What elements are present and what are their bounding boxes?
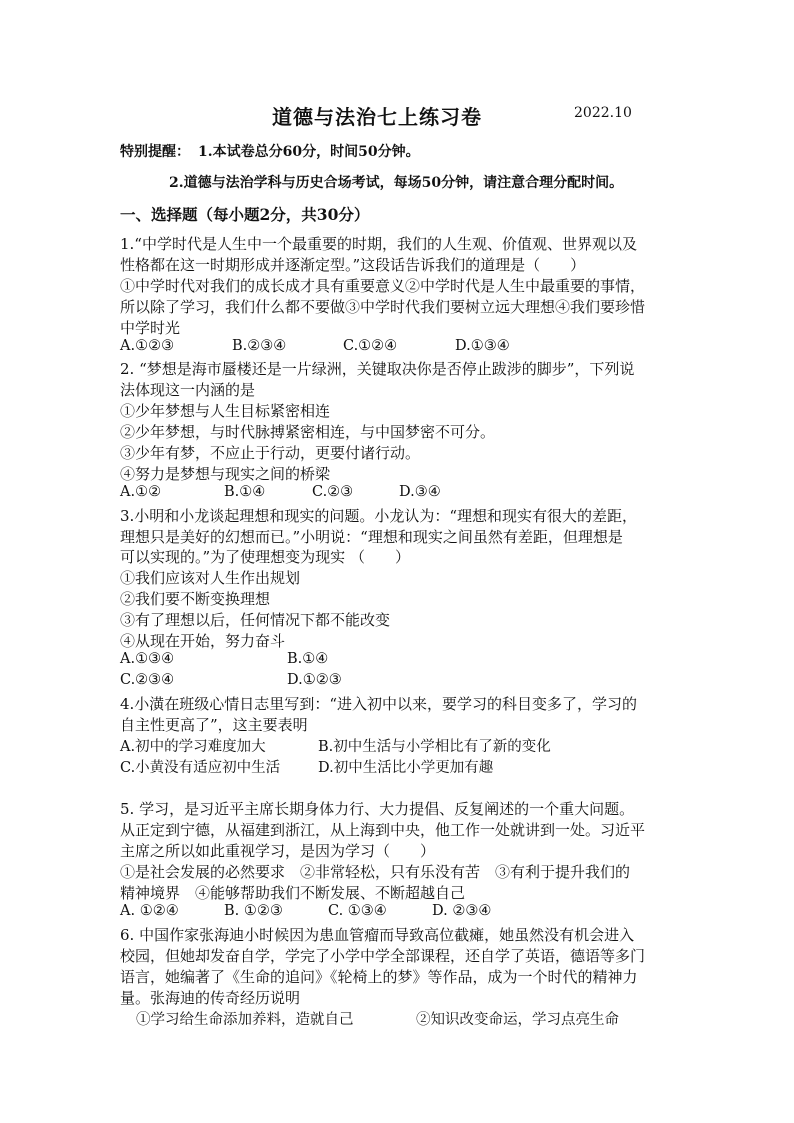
section-title: 一、选择题（每小题2分，共30分） — [120, 205, 370, 224]
q6-stem-line: 校园，但她却发奋自学，学完了小学中学全部课程，还自学了英语，德语等多门 — [120, 947, 646, 965]
q2-option-a: A.①② — [120, 484, 162, 500]
q2-stem-line: ③少年有梦，不应止于行动，更要付诸行动。 — [120, 444, 421, 462]
q4-option-c: C.小黄没有适应初中生活 — [120, 760, 281, 776]
q2-option-d: D.③④ — [399, 484, 441, 500]
q6-stem-line: 量。张海迪的传奇经历说明 — [120, 989, 301, 1007]
notice-line-1: 1.本试卷总分60分，时间50分钟。 — [198, 144, 420, 160]
q2-option-c: C.②③ — [312, 484, 354, 500]
q6-option-2: ②知识改变命运，学习点亮生命 — [416, 1012, 619, 1028]
q3-stem-line: 理想只是美好的幻想而已。”小明说：“理想和现实之间虽然有差距，但理想是 — [120, 528, 623, 546]
notice-label: 特别提醒： — [120, 144, 190, 160]
q1-option-d: D.①③④ — [455, 338, 510, 354]
q5-stem-line: ①是社会发展的必然要求 ②非常轻松，只有乐没有苦 ③有利于提升我们的 — [120, 863, 631, 881]
q1-stem-line: ①中学时代对我们的成长成才具有重要意义②中学时代是人生中最重要的事情， — [120, 277, 646, 295]
q4-option-a: A.初中的学习难度加大 — [120, 739, 266, 755]
q3-stem-line: 3.小明和小龙谈起理想和现实的问题。小龙认为：“理想和现实有很大的差距， — [120, 507, 637, 525]
q3-stem-line: 可以实现的。”为了使理想变为现实 （ ） — [120, 548, 410, 566]
q3-stem-line: ②我们要不断变换理想 — [120, 590, 271, 608]
q4-option-b: B.初中生活与小学相比有了新的变化 — [318, 739, 551, 755]
q6-stem-line: 6. 中国作家张海迪小时候因为患血管瘤而导致高位截瘫，她虽然没有机会进入 — [120, 926, 635, 944]
q2-option-b: B.①④ — [224, 484, 266, 500]
q1-option-a: A.①②③ — [120, 338, 175, 354]
q1-stem-line: 性格都在这一时期形成并逐渐定型。”这段话告诉我们的道理是（ ） — [120, 256, 586, 274]
q5-stem-line: 主席之所以如此重视学习，是因为学习（ ） — [120, 842, 436, 860]
q5-stem-line: 精神境界 ④能够帮助我们不断发展、不断超越自己 — [120, 884, 466, 902]
q3-stem-line: ①我们应该对人生作出规划 — [120, 569, 301, 587]
q3-option-d: D.①②③ — [287, 672, 342, 688]
q3-stem-line: ④从现在开始，努力奋斗 — [120, 632, 286, 650]
q5-option-a: A. ①②④ — [120, 903, 179, 919]
q1-stem-line: 中学时光 — [120, 319, 181, 337]
q4-option-d: D.初中生活比小学更加有趣 — [318, 760, 494, 776]
q5-option-c: C. ①③④ — [328, 903, 387, 919]
q3-option-a: A.①③④ — [120, 651, 175, 667]
q5-stem-line: 从正定到宁德，从福建到浙江，从上海到中央，他工作一处就讲到一处。习近平 — [120, 821, 646, 839]
page-title: 道德与法治七上练习卷 — [272, 105, 482, 129]
notice-line-2: 2.道德与法治学科与历史合场考试，每场50分钟，请注意合理分配时间。 — [169, 175, 624, 191]
q2-stem-line: ④努力是梦想与现实之间的桥梁 — [120, 465, 331, 483]
q5-stem-line: 5. 学习，是习近平主席长期身体力行、大力提倡、反复阐述的一个重大问题。 — [120, 800, 635, 818]
exam-date: 2022.10 — [574, 105, 632, 121]
q4-stem-line: 自主性更高了”，这主要表明 — [120, 716, 308, 734]
q2-stem-line: 2. “梦想是海市蜃楼还是一片绿洲，关键取决你是否停止跋涉的脚步”，下列说 — [120, 360, 635, 378]
q5-option-b: B. ①②③ — [224, 903, 283, 919]
q6-stem-line: 语言，她编著了《生命的追问》《轮椅上的梦》等作品，成为一个时代的精神力 — [120, 968, 638, 986]
q2-stem-line: ①少年梦想与人生目标紧密相连 — [120, 402, 331, 420]
q3-option-c: C.②③④ — [120, 672, 175, 688]
q3-option-b: B.①④ — [287, 651, 329, 667]
q1-stem-line: 所以除了学习，我们什么都不要做③中学时代我们要树立远大理想④我们要珍惜 — [120, 298, 646, 316]
q1-option-b: B.②③④ — [232, 338, 287, 354]
q6-option-1: ①学习给生命添加养料，造就自己 — [136, 1012, 354, 1028]
q4-stem-line: 4.小潢在班级心情日志里写到：“进入初中以来，要学习的科目变多了，学习的 — [120, 695, 637, 713]
q2-stem-line: 法体现这一内涵的是 — [120, 381, 256, 399]
q1-stem-line: 1.“中学时代是人生中一个最重要的时期，我们的人生观、价值观、世界观以及 — [120, 235, 637, 253]
q2-stem-line: ②少年梦想，与时代脉搏紧密相连，与中国梦密不可分。 — [120, 423, 496, 441]
q5-option-d: D. ②③④ — [432, 903, 492, 919]
q3-stem-line: ③有了理想以后，任何情况下都不能改变 — [120, 611, 391, 629]
q1-option-c: C.①②④ — [343, 338, 398, 354]
